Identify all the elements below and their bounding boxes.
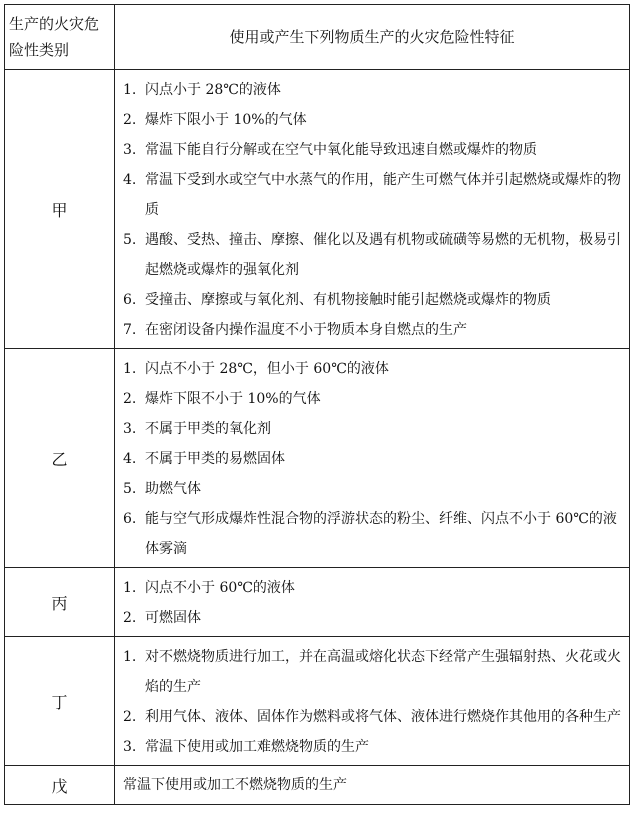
list-item — [123, 384, 625, 414]
list-item — [123, 354, 625, 384]
list-item — [123, 414, 625, 444]
item-text: 闪点不小于 60℃的液体 — [145, 580, 295, 596]
item-number: 7. — [123, 322, 137, 338]
list-item — [123, 642, 625, 702]
item-text: 闪点不小于 28℃，但小于 60℃的液体 — [145, 361, 389, 377]
item-text: 对不燃烧物质进行加工，并在高温或熔化状态下经常产生强辐射热、火花或火焰的生产 — [145, 649, 621, 695]
list-item — [123, 474, 625, 504]
feature-cell — [115, 637, 630, 766]
table-row — [5, 349, 630, 568]
item-number: 2. — [123, 391, 137, 407]
feature-cell — [115, 568, 630, 637]
list-item — [123, 165, 625, 225]
item-text: 利用气体、液体、固体作为燃料或将气体、液体进行燃烧作其他用的各种生产 — [145, 709, 621, 725]
item-text: 常温下受到水或空气中水蒸气的作用，能产生可燃气体并引起燃烧或爆炸的物质 — [145, 172, 621, 218]
list-item — [123, 732, 625, 762]
item-text: 在密闭设备内操作温度不小于物质本身自燃点的生产 — [145, 322, 467, 338]
item-number: 2. — [123, 610, 137, 626]
list-item — [123, 105, 625, 135]
header-feature: 使用或产生下列物质生产的火灾危险性特征 — [115, 5, 630, 70]
table-row — [5, 637, 630, 766]
list-item — [123, 225, 625, 285]
header-category: 生产的火灾危险性类别 — [5, 5, 115, 70]
item-number: 5. — [123, 481, 137, 497]
item-text: 遇酸、受热、撞击、摩擦、催化以及遇有机物或硫磺等易燃的无机物，极易引起燃烧或爆炸的强氧化剂 — [145, 232, 621, 278]
category-cell: 乙 — [5, 349, 115, 568]
table-row — [5, 766, 630, 805]
list-item — [123, 702, 625, 732]
list-item — [123, 315, 625, 345]
list-item — [123, 504, 625, 564]
item-number: 1. — [123, 82, 137, 98]
item-number: 2. — [123, 112, 137, 128]
feature-cell — [115, 349, 630, 568]
table-row — [5, 70, 630, 349]
item-number: 1. — [123, 649, 137, 665]
list-item — [123, 444, 625, 474]
category-cell: 丁 — [5, 637, 115, 766]
header-row — [5, 5, 630, 70]
fire-hazard-table — [4, 4, 630, 805]
item-text: 能与空气形成爆炸性混合物的浮游状态的粉尘、纤维、闪点不小于 60℃的液体雾滴 — [145, 511, 617, 557]
category-cell: 丙 — [5, 568, 115, 637]
item-text: 爆炸下限小于 10%的气体 — [145, 112, 307, 128]
item-number: 4. — [123, 451, 137, 467]
category-cell: 甲 — [5, 70, 115, 349]
list-item — [123, 573, 625, 603]
item-number: 4. — [123, 172, 137, 188]
item-text: 常温下使用或加工难燃烧物质的生产 — [145, 739, 369, 755]
feature-cell: 常温下使用或加工不燃烧物质的生产 — [115, 766, 630, 805]
item-text: 受撞击、摩擦或与氧化剂、有机物接触时能引起燃烧或爆炸的物质 — [145, 292, 551, 308]
item-text: 可燃固体 — [145, 610, 201, 626]
table-row — [5, 568, 630, 637]
item-text: 助燃气体 — [145, 481, 201, 497]
feature-cell — [115, 70, 630, 349]
list-item — [123, 75, 625, 105]
item-number: 6. — [123, 292, 137, 308]
item-number: 1. — [123, 580, 137, 596]
item-number: 3. — [123, 142, 137, 158]
item-text: 不属于甲类的氧化剂 — [145, 421, 271, 437]
item-number: 5. — [123, 232, 137, 248]
list-item — [123, 603, 625, 633]
item-number: 3. — [123, 421, 137, 437]
item-number: 1. — [123, 361, 137, 377]
item-text: 常温下能自行分解或在空气中氧化能导致迅速自燃或爆炸的物质 — [145, 142, 537, 158]
item-text: 不属于甲类的易燃固体 — [145, 451, 285, 467]
item-text: 闪点小于 28℃的液体 — [145, 82, 281, 98]
item-number: 6. — [123, 511, 137, 527]
item-number: 2. — [123, 709, 137, 725]
category-cell: 戊 — [5, 766, 115, 805]
list-item — [123, 285, 625, 315]
item-number: 3. — [123, 739, 137, 755]
list-item — [123, 135, 625, 165]
item-text: 爆炸下限不小于 10%的气体 — [145, 391, 321, 407]
